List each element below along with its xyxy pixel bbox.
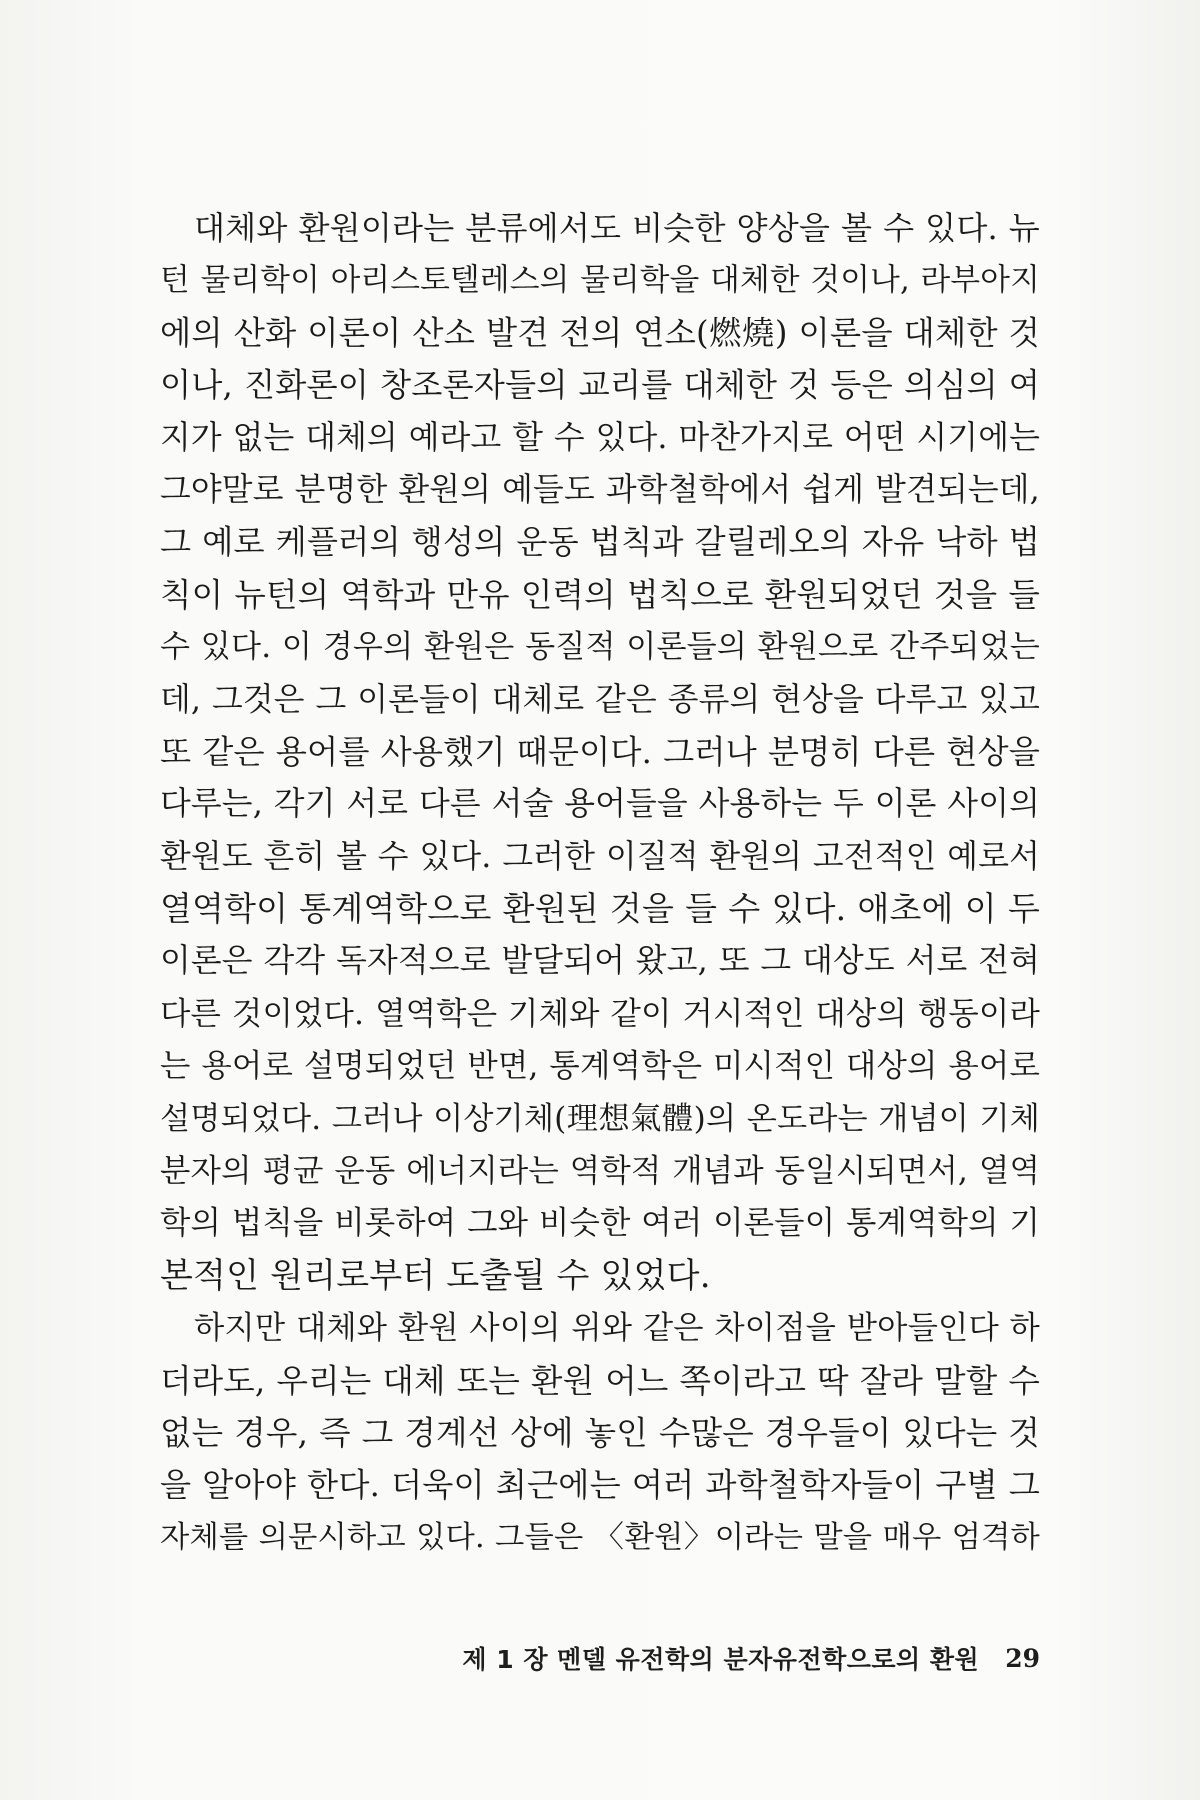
page-footer — [360, 1638, 1040, 1678]
text-line: 에의 산화 이론이 산소 발견 전의 연소(燃燒) 이론을 대체한 것 — [160, 313, 1040, 352]
text-line: 없는 경우, 즉 그 경계선 상에 놓인 수많은 경우들이 있다는 것 — [160, 1413, 1040, 1452]
text-line: 하지만 대체와 환원 사이의 위와 같은 차이점을 받아들인다 하 — [194, 1310, 1040, 1347]
running-head: 제 1 장 멘델 유전학의 분자유전학으로의 환원 — [462, 1645, 980, 1674]
text-line: 설명되었다. 그러나 이상기체(理想氣體)의 온도라는 개념이 기체 — [160, 1100, 1040, 1137]
text-line: 이론은 각각 독자적으로 발달되어 왔고, 또 그 대상도 서로 전혀 — [160, 942, 1040, 980]
text-line: 칙이 뉴턴의 역학과 만유 인력의 법칙으로 환원되었던 것을 들 — [160, 575, 1040, 614]
text-line: 는 용어로 설명되었던 반면, 통계역학은 미시적인 대상의 용어로 — [160, 1048, 1040, 1085]
text-line: 자체를 의문시하고 있다. 그들은 〈환원〉이라는 말을 매우 엄격하 — [160, 1519, 1040, 1555]
text-line: 지가 없는 대체의 예라고 할 수 있다. 마찬가지로 어떤 시기에는 — [160, 418, 1040, 456]
text-line: 본적인 원리로부터 도출될 수 있었다. — [160, 1255, 711, 1296]
text-line: 다루는, 각기 서로 다른 서술 용어들을 사용하는 두 이론 사이의 — [160, 785, 1040, 823]
text-line: 학의 법칙을 비롯하여 그와 비슷한 여러 이론들이 통계역학의 기 — [160, 1205, 1040, 1242]
text-line: 다른 것이었다. 열역학은 기체와 같이 거시적인 대상의 행동이라 — [160, 995, 1040, 1032]
text-line: 그야말로 분명한 환원의 예들도 과학철학에서 쉽게 발견되는데, — [160, 470, 1040, 508]
page-number: 29 — [1005, 1643, 1040, 1673]
text-line: 데, 그것은 그 이론들이 대체로 같은 종류의 현상을 다루고 있고 — [160, 680, 1040, 718]
text-line: 환원도 흔히 볼 수 있다. 그러한 이질적 환원의 고전적인 예로서 — [160, 837, 1040, 875]
text-line: 수 있다. 이 경우의 환원은 동질적 이론들의 환원으로 간주되었는 — [160, 629, 1040, 666]
text-line: 분자의 평균 운동 에너지라는 역학적 개념과 동일시되면서, 열역 — [160, 1153, 1040, 1190]
text-line: 이나, 진화론이 창조론자들의 교리를 대체한 것 등은 의심의 여 — [160, 366, 1040, 405]
text-line: 또 같은 용어를 사용했기 때문이다. 그러나 분명히 다른 현상을 — [160, 732, 1040, 771]
body-text — [160, 202, 1040, 1564]
text-line: 을 알아야 한다. 더욱이 최근에는 여러 과학철학자들이 구별 그 — [160, 1466, 1040, 1505]
text-line: 대체와 환원이라는 분류에서도 비슷한 양상을 볼 수 있다. 뉴 — [194, 209, 1040, 247]
text-line: 열역학이 통계역학으로 환원된 것을 들 수 있다. 애초에 이 두 — [160, 889, 1040, 929]
text-line: 그 예로 케플러의 행성의 운동 법칙과 갈릴레오의 자유 낙하 법 — [160, 523, 1040, 562]
text-line: 턴 물리학이 아리스토텔레스의 물리학을 대체한 것이나, 라부아지 — [160, 262, 1040, 299]
text-line: 더라도, 우리는 대체 또는 환원 어느 쪽이라고 딱 잘라 말할 수 — [160, 1361, 1040, 1400]
